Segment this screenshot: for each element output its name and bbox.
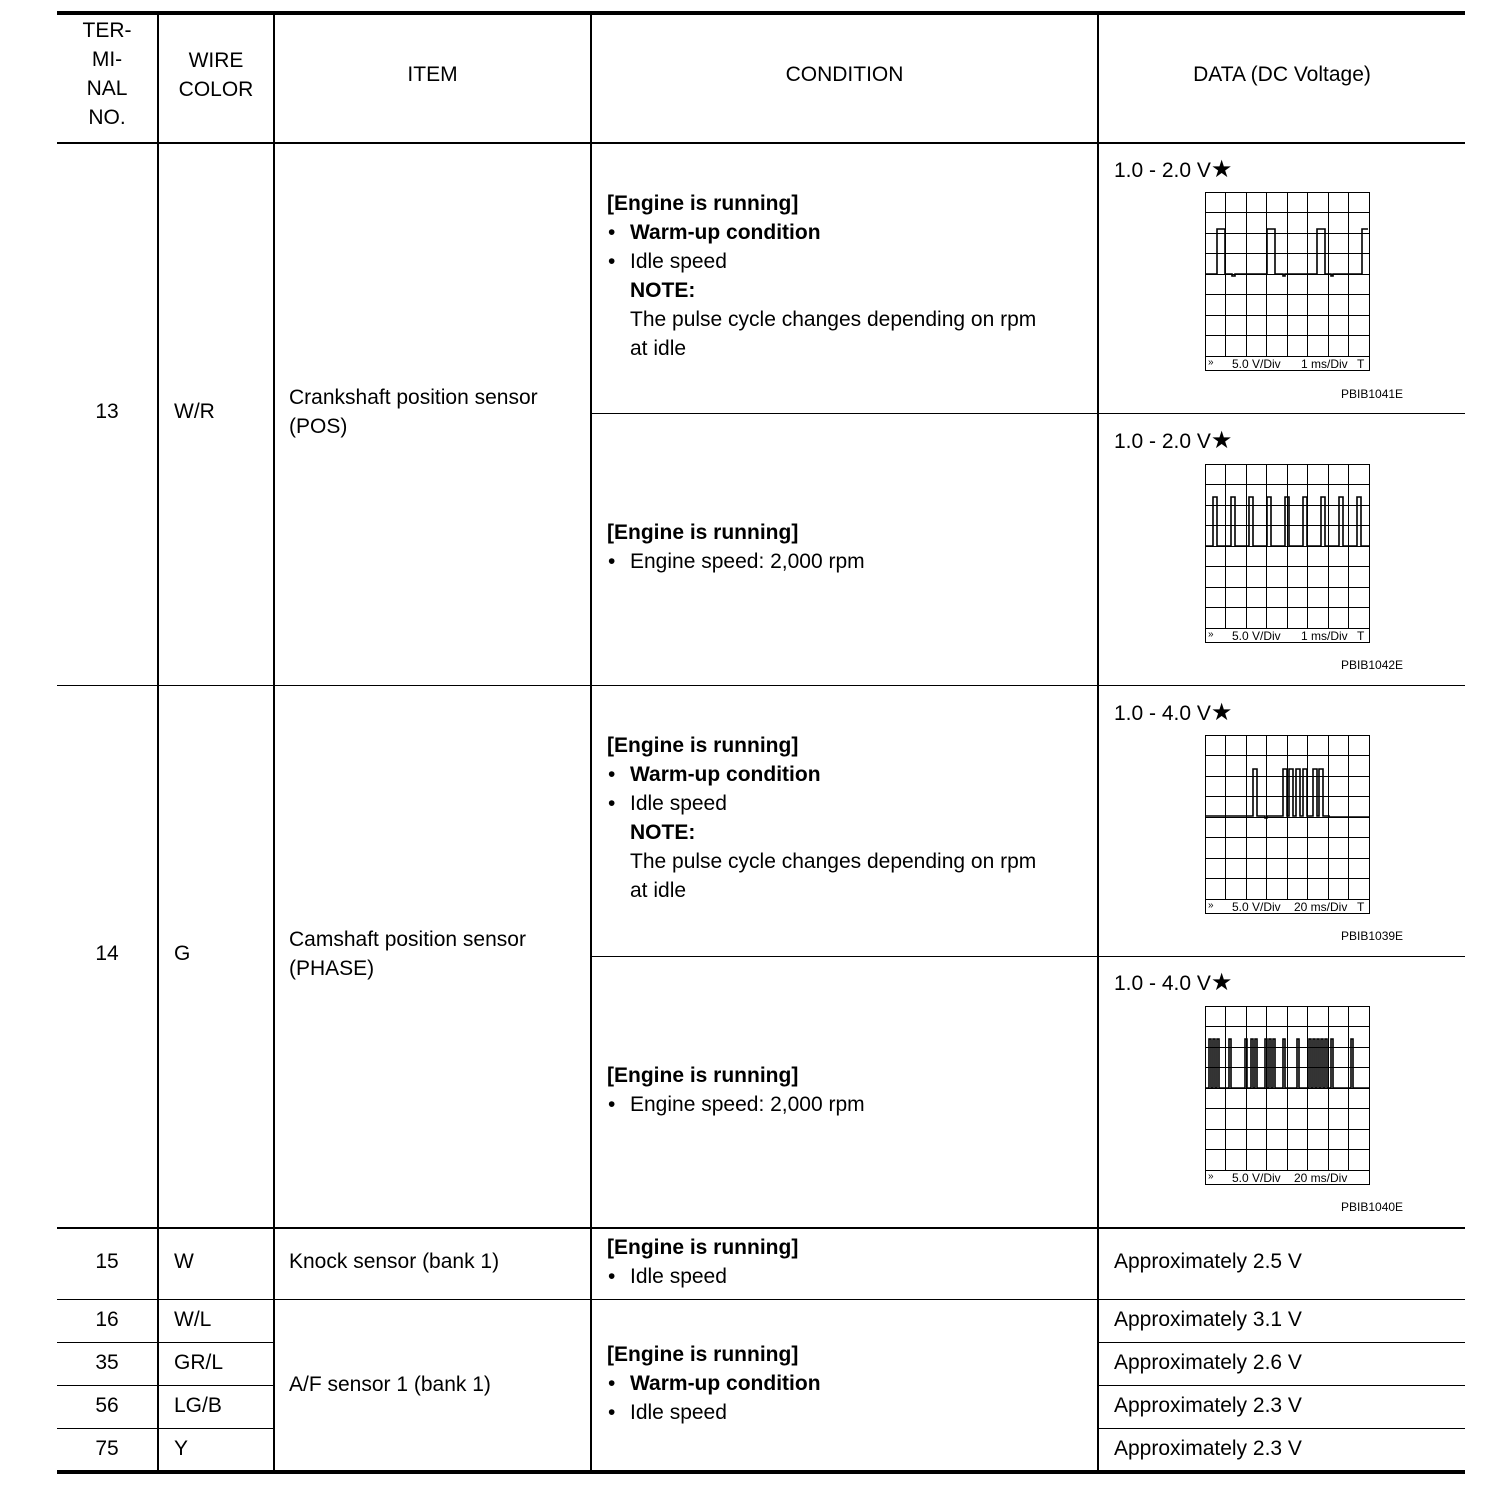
r13c2-value-text: 1.0 - 2.0 V xyxy=(1114,430,1211,453)
row15-title: [Engine is running] xyxy=(607,1236,799,1259)
r14c2-bullet1: Engine speed: 2,000 rpm xyxy=(630,1093,865,1116)
r14c1-scale-volts: 5.0 V/Div xyxy=(1232,900,1281,914)
header-terminal-no xyxy=(57,16,157,132)
r13c2-image-code: PBIB1042E xyxy=(1341,658,1404,672)
r14c2-value xyxy=(1114,968,1232,998)
col-divider-2 xyxy=(273,11,275,1474)
row15-terminal: 15 xyxy=(95,1250,119,1273)
header-terminal-line: NO. xyxy=(88,106,126,129)
bullet-marker: • xyxy=(608,792,616,815)
r14c2-scale-time: 20 ms/Div xyxy=(1294,1171,1348,1185)
header-item: ITEM xyxy=(407,63,458,86)
waveform-trace xyxy=(1205,229,1368,276)
r13c2-bullet1: Engine speed: 2,000 rpm xyxy=(630,550,865,573)
af-bullet2: Idle speed xyxy=(630,1401,727,1424)
r14c1-value xyxy=(1114,698,1232,728)
header-condition: CONDITION xyxy=(785,63,904,86)
r13c1-trigger: T xyxy=(1357,357,1365,371)
row14-item xyxy=(289,925,526,983)
r13c1-scale-time: 1 ms/Div xyxy=(1301,357,1348,371)
af-value-75: Approximately 2.3 V xyxy=(1114,1437,1302,1460)
r13c2-oscilloscope-waveform xyxy=(1205,464,1370,644)
row14-split-line xyxy=(591,956,1465,957)
r14c1-bullet2: Idle speed xyxy=(630,792,727,815)
scope-grid xyxy=(1205,1006,1370,1185)
r14c1-bullet1: Warm-up condition xyxy=(630,763,821,786)
r13c1-note-line2: at idle xyxy=(630,337,687,360)
scope-menu-icon: » xyxy=(1208,629,1214,640)
r14c2-value-text: 1.0 - 4.0 V xyxy=(1114,972,1211,995)
r14c1-note-line1: The pulse cycle changes depending on rpm xyxy=(630,850,1037,873)
r13c1-value-text: 1.0 - 2.0 V xyxy=(1114,159,1211,182)
row13-split-line xyxy=(591,413,1465,414)
row13-terminal: 13 xyxy=(95,400,119,423)
col-divider-4 xyxy=(1097,11,1099,1474)
scope-menu-icon: » xyxy=(1208,1171,1214,1182)
row14-wire: G xyxy=(174,942,191,965)
bullet-marker: • xyxy=(608,221,616,244)
bullet-marker: • xyxy=(608,550,616,573)
af-terminal-16: 16 xyxy=(95,1308,119,1331)
scope-grid xyxy=(1205,192,1370,371)
header-data: DATA (DC Voltage) xyxy=(1193,63,1371,86)
af-bullet1: Warm-up condition xyxy=(630,1372,821,1395)
r13c1-bullet2: Idle speed xyxy=(630,250,727,273)
af-terminal-35: 35 xyxy=(95,1351,119,1374)
bullet-marker: • xyxy=(608,1372,616,1395)
bullet-marker: • xyxy=(608,763,616,786)
header-wire-line: WIRE xyxy=(188,49,244,72)
af-split-line-1a xyxy=(57,1342,274,1343)
r13c2-trigger: T xyxy=(1357,629,1365,643)
col-divider-3 xyxy=(590,11,592,1474)
af-split-line-3b xyxy=(1098,1428,1465,1429)
af-wire-35: GR/L xyxy=(174,1351,224,1374)
col-divider-1 xyxy=(157,11,159,1474)
af-value-16: Approximately 3.1 V xyxy=(1114,1308,1302,1331)
af-split-line-2a xyxy=(57,1385,274,1386)
row14-item-line: Camshaft position sensor xyxy=(289,928,526,951)
row14-bottom-line xyxy=(57,1227,1465,1229)
star-icon: ★ xyxy=(1210,969,1233,996)
af-item: A/F sensor 1 (bank 1) xyxy=(289,1373,491,1396)
row15-item: Knock sensor (bank 1) xyxy=(289,1250,500,1273)
r13c2-scale-volts: 5.0 V/Div xyxy=(1232,629,1281,643)
af-value-56: Approximately 2.3 V xyxy=(1114,1394,1302,1417)
header-terminal-line: MI- xyxy=(91,48,123,71)
r13c1-bullet1: Warm-up condition xyxy=(630,221,821,244)
bullet-marker: • xyxy=(608,1265,616,1288)
bullet-marker: • xyxy=(608,1401,616,1424)
star-icon: ★ xyxy=(1210,699,1233,726)
af-title: [Engine is running] xyxy=(607,1343,799,1366)
row15-wire: W xyxy=(174,1250,194,1273)
scope-grid xyxy=(1205,464,1370,643)
header-bottom-border xyxy=(57,142,1465,144)
af-wire-16: W/L xyxy=(174,1308,212,1331)
star-icon: ★ xyxy=(1210,156,1233,183)
af-value-35: Approximately 2.6 V xyxy=(1114,1351,1302,1374)
row13-item xyxy=(289,383,538,441)
row14-terminal: 14 xyxy=(95,942,119,965)
row15-value: Approximately 2.5 V xyxy=(1114,1250,1302,1273)
row13-item-line: Crankshaft position sensor xyxy=(289,386,538,409)
header-wire-color xyxy=(159,46,273,104)
r13c1-value xyxy=(1114,155,1232,185)
r14c2-image-code: PBIB1040E xyxy=(1341,1200,1404,1214)
row13-item-line: (POS) xyxy=(289,415,348,438)
row15-bottom-line xyxy=(57,1299,1465,1300)
row13-bottom-line xyxy=(57,685,1465,686)
r13c1-image-code: PBIB1041E xyxy=(1341,387,1404,401)
scope-grid xyxy=(1205,735,1370,914)
bullet-marker: • xyxy=(608,1093,616,1116)
af-wire-56: LG/B xyxy=(174,1394,222,1417)
r13c1-oscilloscope-waveform xyxy=(1205,192,1370,372)
r13c1-note-label: NOTE: xyxy=(630,279,696,302)
af-split-line-1b xyxy=(1098,1342,1465,1343)
scope-menu-icon: » xyxy=(1208,900,1214,911)
row14-item-line: (PHASE) xyxy=(289,957,375,980)
af-terminal-56: 56 xyxy=(95,1394,119,1417)
r13c1-scale-volts: 5.0 V/Div xyxy=(1232,357,1281,371)
af-split-line-2b xyxy=(1098,1385,1465,1386)
r14c1-value-text: 1.0 - 4.0 V xyxy=(1114,702,1211,725)
scope-menu-icon: » xyxy=(1208,357,1214,368)
r14c1-title: [Engine is running] xyxy=(607,734,799,757)
af-terminal-75: 75 xyxy=(95,1437,119,1460)
r14c2-scale-volts: 5.0 V/Div xyxy=(1232,1171,1281,1185)
r13c1-note-line1: The pulse cycle changes depending on rpm xyxy=(630,308,1037,331)
r13c2-scale-time: 1 ms/Div xyxy=(1301,629,1348,643)
table-top-border xyxy=(57,11,1465,15)
r14c1-trigger: T xyxy=(1357,900,1365,914)
star-icon: ★ xyxy=(1210,427,1233,454)
r13c2-title: [Engine is running] xyxy=(607,521,799,544)
row15-bullet1: Idle speed xyxy=(630,1265,727,1288)
r14c1-oscilloscope-waveform xyxy=(1205,735,1370,915)
r14c1-image-code: PBIB1039E xyxy=(1341,929,1404,943)
af-split-line-3a xyxy=(57,1428,274,1429)
header-wire-line: COLOR xyxy=(178,78,254,101)
header-terminal-line: TER- xyxy=(82,19,132,42)
r14c2-title: [Engine is running] xyxy=(607,1064,799,1087)
r13c2-value xyxy=(1114,426,1232,456)
r14c1-note-line2: at idle xyxy=(630,879,687,902)
r14c2-oscilloscope-waveform xyxy=(1205,1006,1370,1186)
bullet-marker: • xyxy=(608,250,616,273)
r13c1-title: [Engine is running] xyxy=(607,192,799,215)
r14c1-note-label: NOTE: xyxy=(630,821,696,844)
row13-wire: W/R xyxy=(174,400,215,423)
table-bottom-border xyxy=(57,1470,1465,1474)
af-wire-75: Y xyxy=(174,1437,189,1460)
header-terminal-line: NAL xyxy=(86,77,128,100)
r14c1-scale-time: 20 ms/Div xyxy=(1294,900,1348,914)
